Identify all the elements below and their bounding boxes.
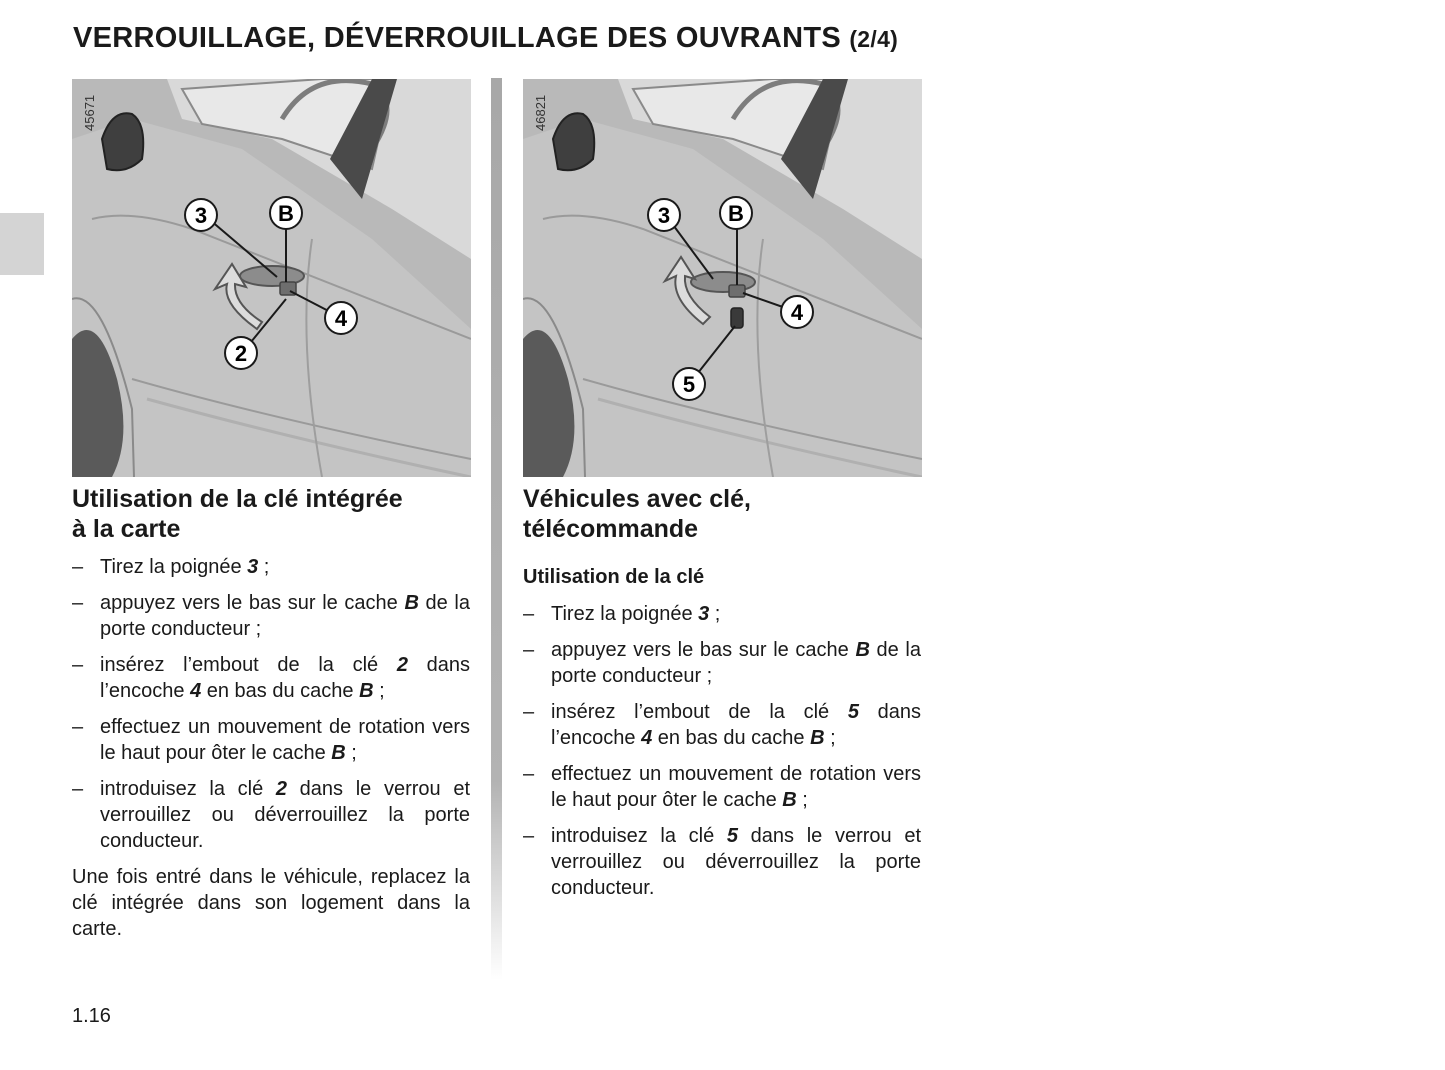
- left-heading-line1: Utilisation de la clé intégrée: [72, 485, 403, 513]
- step-ref: 5: [726, 825, 738, 847]
- list-item: [72, 590, 470, 642]
- left-callout-4: [325, 302, 357, 334]
- list-dash: –: [72, 716, 84, 738]
- step-text: effectuez un mouvement de rotation vers le haut pour ôter le cache: [551, 763, 921, 811]
- list-dash: –: [72, 654, 84, 676]
- step-text: ;: [258, 556, 270, 578]
- list-item: [523, 601, 921, 627]
- step-text: ;: [824, 727, 836, 749]
- step-text: ;: [373, 680, 385, 702]
- left-callout-4-label: 4: [334, 306, 348, 331]
- left-callout-b: [270, 197, 302, 229]
- step-text: insérez l’embout de la clé: [100, 654, 397, 676]
- left-door-illustration: [72, 79, 471, 477]
- list-dash: –: [72, 556, 84, 578]
- step-text: dans l’encoche: [551, 701, 921, 749]
- step-text: ;: [345, 742, 357, 764]
- step-ref: B: [331, 742, 346, 764]
- list-dash: –: [72, 592, 84, 614]
- list-item: [72, 714, 470, 766]
- list-dash: –: [523, 763, 535, 785]
- step-ref: 4: [190, 680, 202, 702]
- right-callout-4: [781, 296, 813, 328]
- list-dash: –: [523, 825, 535, 847]
- list-item: [523, 637, 921, 689]
- page-title-suffix: (2/4): [849, 26, 899, 52]
- step-text: en bas du cache: [201, 680, 360, 702]
- step-text: effectuez un mouvement de rotation vers le haut pour ôter le cache: [100, 716, 470, 764]
- list-dash: –: [523, 701, 535, 723]
- step-ref: B: [855, 639, 870, 661]
- left-callout-2-label: 2: [234, 341, 248, 366]
- column-divider: [491, 78, 502, 980]
- step-text: dans le verrou et verrouillez ou déverrouillez la porte conducteur.: [551, 825, 921, 899]
- step-ref: 3: [247, 556, 259, 578]
- step-ref: B: [782, 789, 797, 811]
- list-dash: –: [72, 778, 84, 800]
- list-item: [72, 652, 470, 704]
- right-callout-4-label: 4: [790, 300, 804, 325]
- step-text: en bas du cache: [652, 727, 811, 749]
- list-item: [523, 699, 921, 751]
- step-ref: 5: [847, 701, 859, 723]
- step-ref: 2: [275, 778, 287, 800]
- list-item: [72, 776, 470, 854]
- step-text: ;: [796, 789, 808, 811]
- step-text: insérez l’embout de la clé: [551, 701, 848, 723]
- left-figure-ref: 45671: [82, 94, 97, 131]
- left-callout-2: [225, 337, 257, 369]
- list-item: [523, 761, 921, 813]
- left-heading: [72, 484, 470, 544]
- right-steps: [523, 601, 921, 911]
- left-callout-3: [185, 199, 217, 231]
- left-heading-line2: à la carte: [72, 515, 181, 543]
- step-text: appuyez vers le bas sur le cache: [100, 592, 405, 614]
- left-steps: [72, 554, 470, 864]
- list-dash: –: [523, 639, 535, 661]
- step-text: introduisez la clé: [100, 778, 276, 800]
- page-title-text: VERROUILLAGE, DÉVERROUILLAGE DES OUVRANTS: [73, 22, 841, 54]
- step-ref: B: [359, 680, 374, 702]
- right-callout-b-label: B: [728, 201, 744, 226]
- step-text: de la porte conducteur ;: [551, 639, 921, 687]
- right-heading-line1: Véhicules avec clé,: [523, 485, 751, 513]
- step-ref: 2: [396, 654, 408, 676]
- step-text: Tirez la poignée: [551, 603, 699, 625]
- left-note: Une fois entré dans le véhicule, replacez la clé intégrée dans son logement dans la carte.: [72, 866, 470, 940]
- page-number: 1.16: [72, 1005, 111, 1027]
- right-heading-line2: télécommande: [523, 515, 699, 543]
- step-ref: B: [810, 727, 825, 749]
- page-title: [73, 22, 898, 55]
- step-ref: 4: [641, 727, 653, 749]
- right-figure-ref: 46821: [533, 94, 548, 131]
- right-subheading: Utilisation de la clé: [523, 566, 705, 588]
- list-dash: –: [523, 603, 535, 625]
- list-item: [523, 823, 921, 901]
- step-text: appuyez vers le bas sur le cache: [551, 639, 856, 661]
- step-text: introduisez la clé: [551, 825, 727, 847]
- right-callout-3-label: 3: [657, 203, 671, 228]
- chapter-tab: [0, 213, 44, 275]
- right-heading: [523, 484, 921, 544]
- left-callout-3-label: 3: [194, 203, 208, 228]
- left-callout-b-label: B: [278, 201, 294, 226]
- right-callout-5-label: 5: [682, 372, 696, 397]
- right-callout-b: [720, 197, 752, 229]
- step-text: ;: [709, 603, 721, 625]
- step-ref: 3: [698, 603, 710, 625]
- right-callout-3: [648, 199, 680, 231]
- right-door-illustration: [523, 79, 922, 477]
- list-item: [72, 554, 470, 580]
- step-text: dans le verrou et verrouillez ou déverrouillez la porte conducteur.: [100, 778, 470, 852]
- step-ref: B: [404, 592, 419, 614]
- step-text: de la porte conducteur ;: [100, 592, 470, 640]
- right-callout-5: [673, 368, 705, 400]
- step-text: Tirez la poignée: [100, 556, 248, 578]
- step-text: dans l’encoche: [100, 654, 470, 702]
